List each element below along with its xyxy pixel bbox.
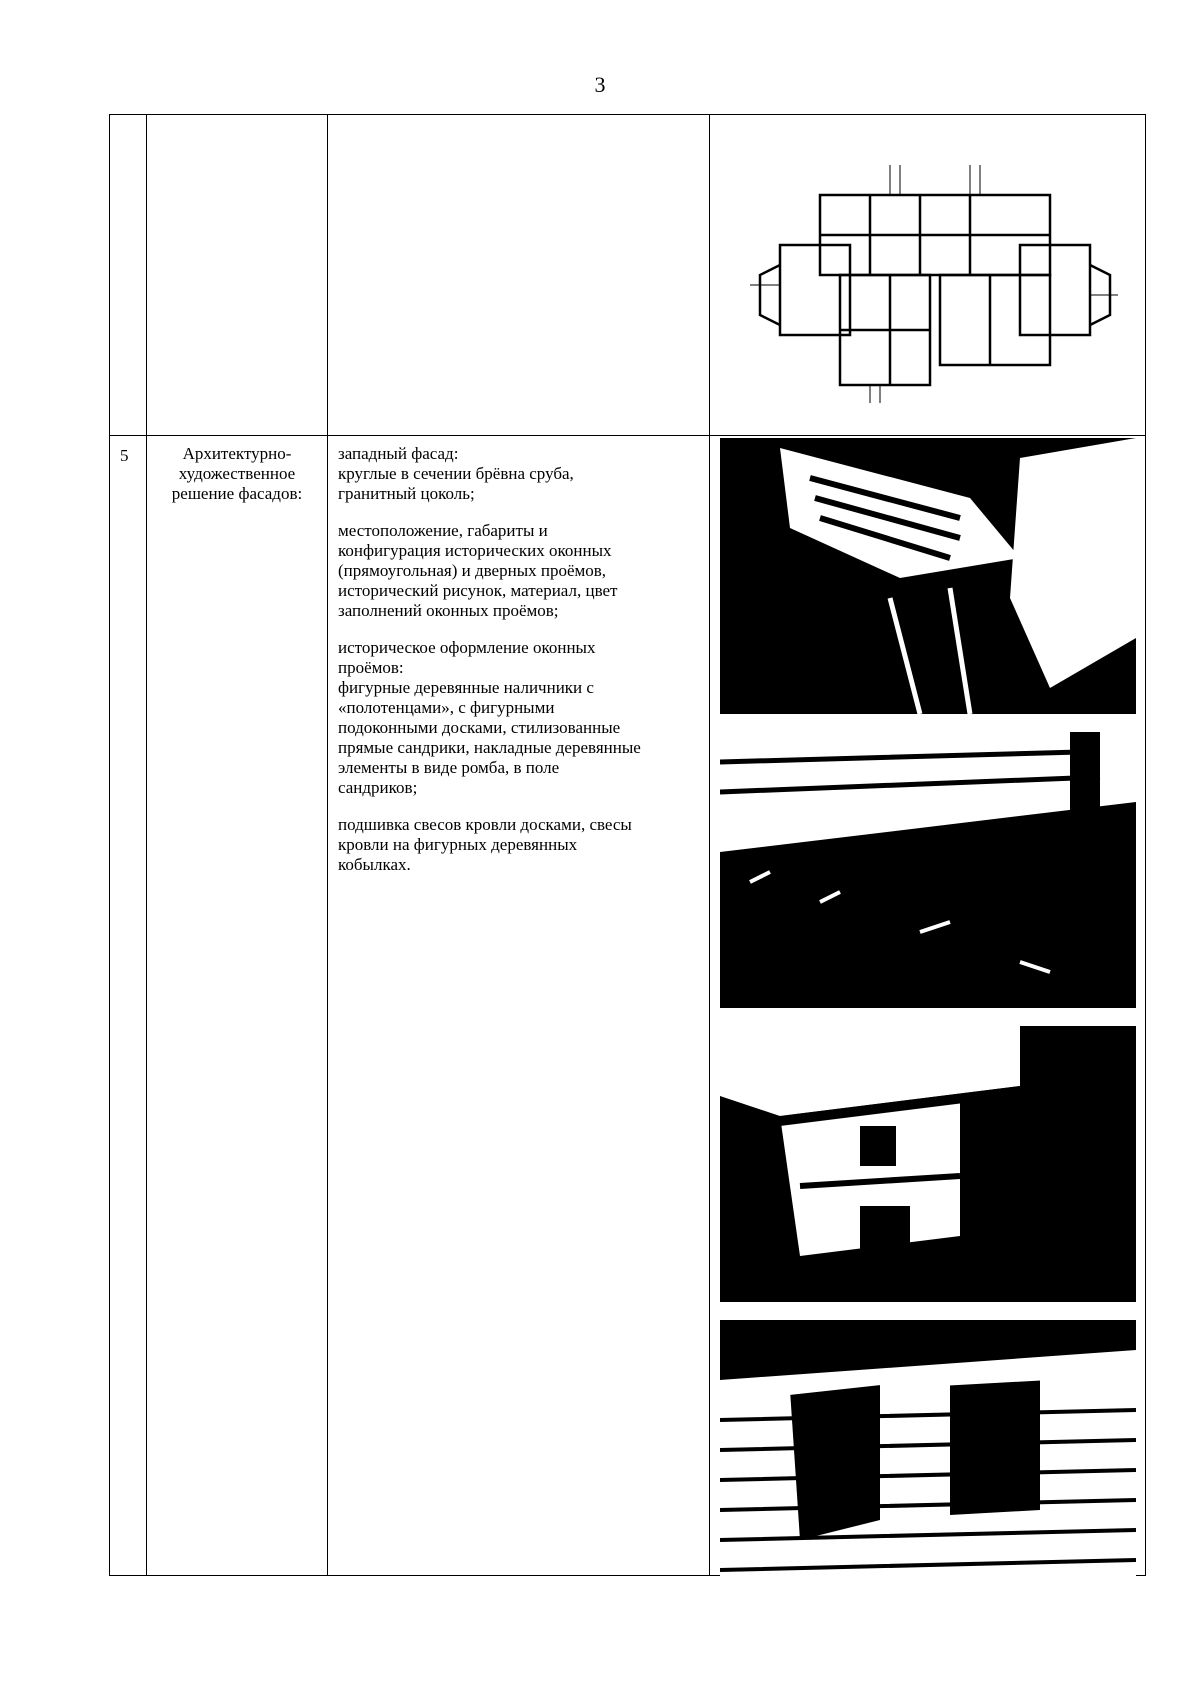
description-line: круглые в сечении брёвна сруба, xyxy=(338,464,574,483)
description-line: проёмов: xyxy=(338,658,404,677)
description-paragraph xyxy=(338,444,699,504)
description-line: сандриков; xyxy=(338,778,418,797)
description-paragraph xyxy=(338,521,699,621)
facade-photo-corner xyxy=(720,438,1136,714)
row-name-line: Архитектурно- xyxy=(182,444,292,463)
row-description xyxy=(328,436,709,875)
cell-floor-plan xyxy=(710,115,1146,436)
description-line: конфигурация исторических оконных xyxy=(338,541,612,560)
cell-number-empty xyxy=(110,115,147,436)
description-line: западный фасад: xyxy=(338,444,459,463)
description-line: местоположение, габариты и xyxy=(338,521,548,540)
description-line: гранитный цоколь; xyxy=(338,484,475,503)
description-paragraph xyxy=(338,815,699,875)
cell-description-empty xyxy=(328,115,710,436)
cell-photos xyxy=(710,436,1146,1576)
monument-table xyxy=(109,114,1146,1576)
table-row xyxy=(110,436,1146,1576)
facade-photo-house xyxy=(720,1026,1136,1302)
floor-plan-drawing xyxy=(740,135,1120,405)
description-line: заполнений оконных проёмов; xyxy=(338,601,559,620)
cell-name-empty xyxy=(147,115,328,436)
facade-photo-windows xyxy=(720,1320,1136,1596)
description-line: исторический рисунок, материал, цвет xyxy=(338,581,618,600)
row-name-line: художественное xyxy=(178,464,296,483)
description-line: историческое оформление оконных xyxy=(338,638,596,657)
row-name-line: решение фасадов: xyxy=(171,484,303,503)
description-line: подоконными досками, стилизованные xyxy=(338,718,621,737)
description-line: «полотенцами», с фигурными xyxy=(338,698,555,717)
page-number: 3 xyxy=(594,72,606,97)
table-row-continuation xyxy=(110,115,1146,436)
cell-number xyxy=(110,436,147,1576)
row-number: 5 xyxy=(120,446,129,465)
facade-photo-wall xyxy=(720,732,1136,1008)
description-paragraph xyxy=(338,638,699,798)
cell-name xyxy=(147,436,328,1576)
description-line: прямые сандрики, накладные деревянные xyxy=(338,738,641,757)
description-line: фигурные деревянные наличники с xyxy=(338,678,594,697)
description-line: (прямоугольная) и дверных проёмов, xyxy=(338,561,607,580)
description-line: кобылках. xyxy=(338,855,411,874)
description-line: кровли на фигурных деревянных xyxy=(338,835,578,854)
cell-description xyxy=(328,436,710,1576)
row-name xyxy=(147,436,327,504)
description-line: элементы в виде ромба, в поле xyxy=(338,758,560,777)
description-line: подшивка свесов кровли досками, свесы xyxy=(338,815,632,834)
